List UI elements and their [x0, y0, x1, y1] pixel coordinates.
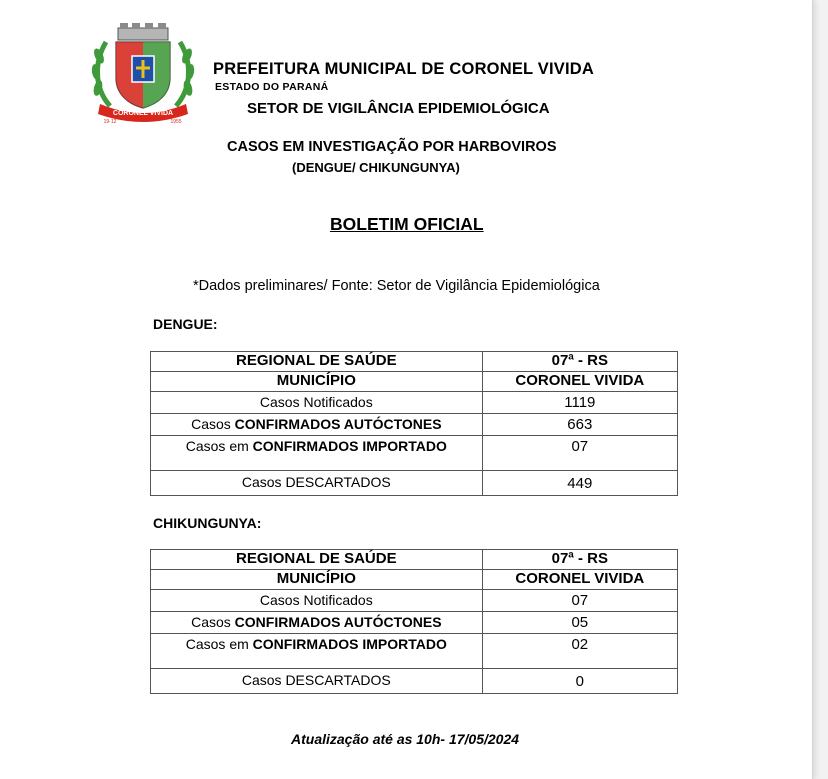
- sector-title: SETOR DE VIGILÂNCIA EPIDEMIOLÓGICA: [247, 100, 550, 117]
- descartados-value-cell: 449: [482, 471, 677, 496]
- dengue-section-label: DENGUE:: [153, 316, 218, 332]
- crest-ribbon-text: CORONEL VIVIDA: [112, 110, 174, 117]
- chikungunya-section-label: CHIKUNGUNYA:: [153, 515, 262, 531]
- importado-prefix: Casos em: [185, 636, 253, 652]
- regional-value-cell: 07ª - RS: [482, 550, 677, 570]
- crest-year-left: 19-12: [103, 119, 117, 125]
- update-timestamp: Atualização até as 10h- 17/05/2024: [291, 731, 520, 747]
- dengue-table: [150, 351, 678, 496]
- autoctones-bold: CONFIRMADOS AUTÓCTONES: [234, 416, 442, 432]
- cases-title-line2: (DENGUE/ CHIKUNGUNYA): [292, 160, 460, 175]
- table-row: [151, 352, 678, 372]
- autoctones-prefix: Casos: [191, 614, 235, 630]
- notificados-value-cell: 1119: [482, 392, 677, 414]
- importado-bold: CONFIRMADOS IMPORTADO: [252, 438, 447, 454]
- importado-label-cell: [151, 634, 483, 669]
- municipality-title: PREFEITURA MUNICIPAL DE CORONEL VIVIDA: [213, 60, 595, 78]
- data-source-note: *Dados preliminares/ Fonte: Setor de Vigilância Epidemiológica: [193, 278, 600, 294]
- cases-title-line1: CASOS EM INVESTIGAÇÃO POR HARBOVIROS: [227, 139, 557, 155]
- table-row: [151, 471, 678, 496]
- table-row: [151, 436, 678, 471]
- notificados-label-cell: Casos Notificados: [151, 590, 483, 612]
- autoctones-label-cell: [151, 612, 483, 634]
- municipio-value-cell: CORONEL VIVIDA: [482, 372, 677, 392]
- importado-label-cell: [151, 436, 483, 471]
- importado-value-cell: 07: [482, 436, 677, 471]
- table-row: [151, 590, 678, 612]
- importado-value-cell: 02: [482, 634, 677, 669]
- table-row: [151, 570, 678, 590]
- autoctones-label-cell: [151, 414, 483, 436]
- regional-value-cell: 07ª - RS: [482, 352, 677, 372]
- notificados-value-cell: 07: [482, 590, 677, 612]
- table-row: [151, 372, 678, 392]
- state-subtitle: ESTADO DO PARANÁ: [215, 81, 329, 93]
- table-row: [151, 634, 678, 669]
- regional-label-cell: REGIONAL DE SAÚDE: [151, 352, 483, 372]
- autoctones-value-cell: 663: [482, 414, 677, 436]
- descartados-value-cell: 0: [482, 669, 677, 694]
- descartados-label-cell: Casos DESCARTADOS: [151, 471, 483, 496]
- bulletin-title: BOLETIM OFICIAL: [330, 214, 484, 234]
- table-row: [151, 669, 678, 694]
- regional-label-cell: REGIONAL DE SAÚDE: [151, 550, 483, 570]
- chikungunya-table: [150, 549, 678, 694]
- autoctones-prefix: Casos: [191, 416, 235, 432]
- municipio-value-cell: CORONEL VIVIDA: [482, 570, 677, 590]
- autoctones-bold: CONFIRMADOS AUTÓCTONES: [234, 614, 442, 630]
- autoctones-value-cell: 05: [482, 612, 677, 634]
- notificados-label-cell: Casos Notificados: [151, 392, 483, 414]
- table-row: [151, 550, 678, 570]
- importado-prefix: Casos em: [185, 438, 253, 454]
- municipio-label-cell: MUNICÍPIO: [151, 570, 483, 590]
- table-row: [151, 612, 678, 634]
- crest-year-right: 1955: [170, 119, 182, 125]
- municipio-label-cell: MUNICÍPIO: [151, 372, 483, 392]
- table-row: [151, 392, 678, 414]
- descartados-label-cell: Casos DESCARTADOS: [151, 669, 483, 694]
- table-row: [151, 414, 678, 436]
- municipal-coat-of-arms-icon: [88, 22, 198, 126]
- importado-bold: CONFIRMADOS IMPORTADO: [252, 636, 447, 652]
